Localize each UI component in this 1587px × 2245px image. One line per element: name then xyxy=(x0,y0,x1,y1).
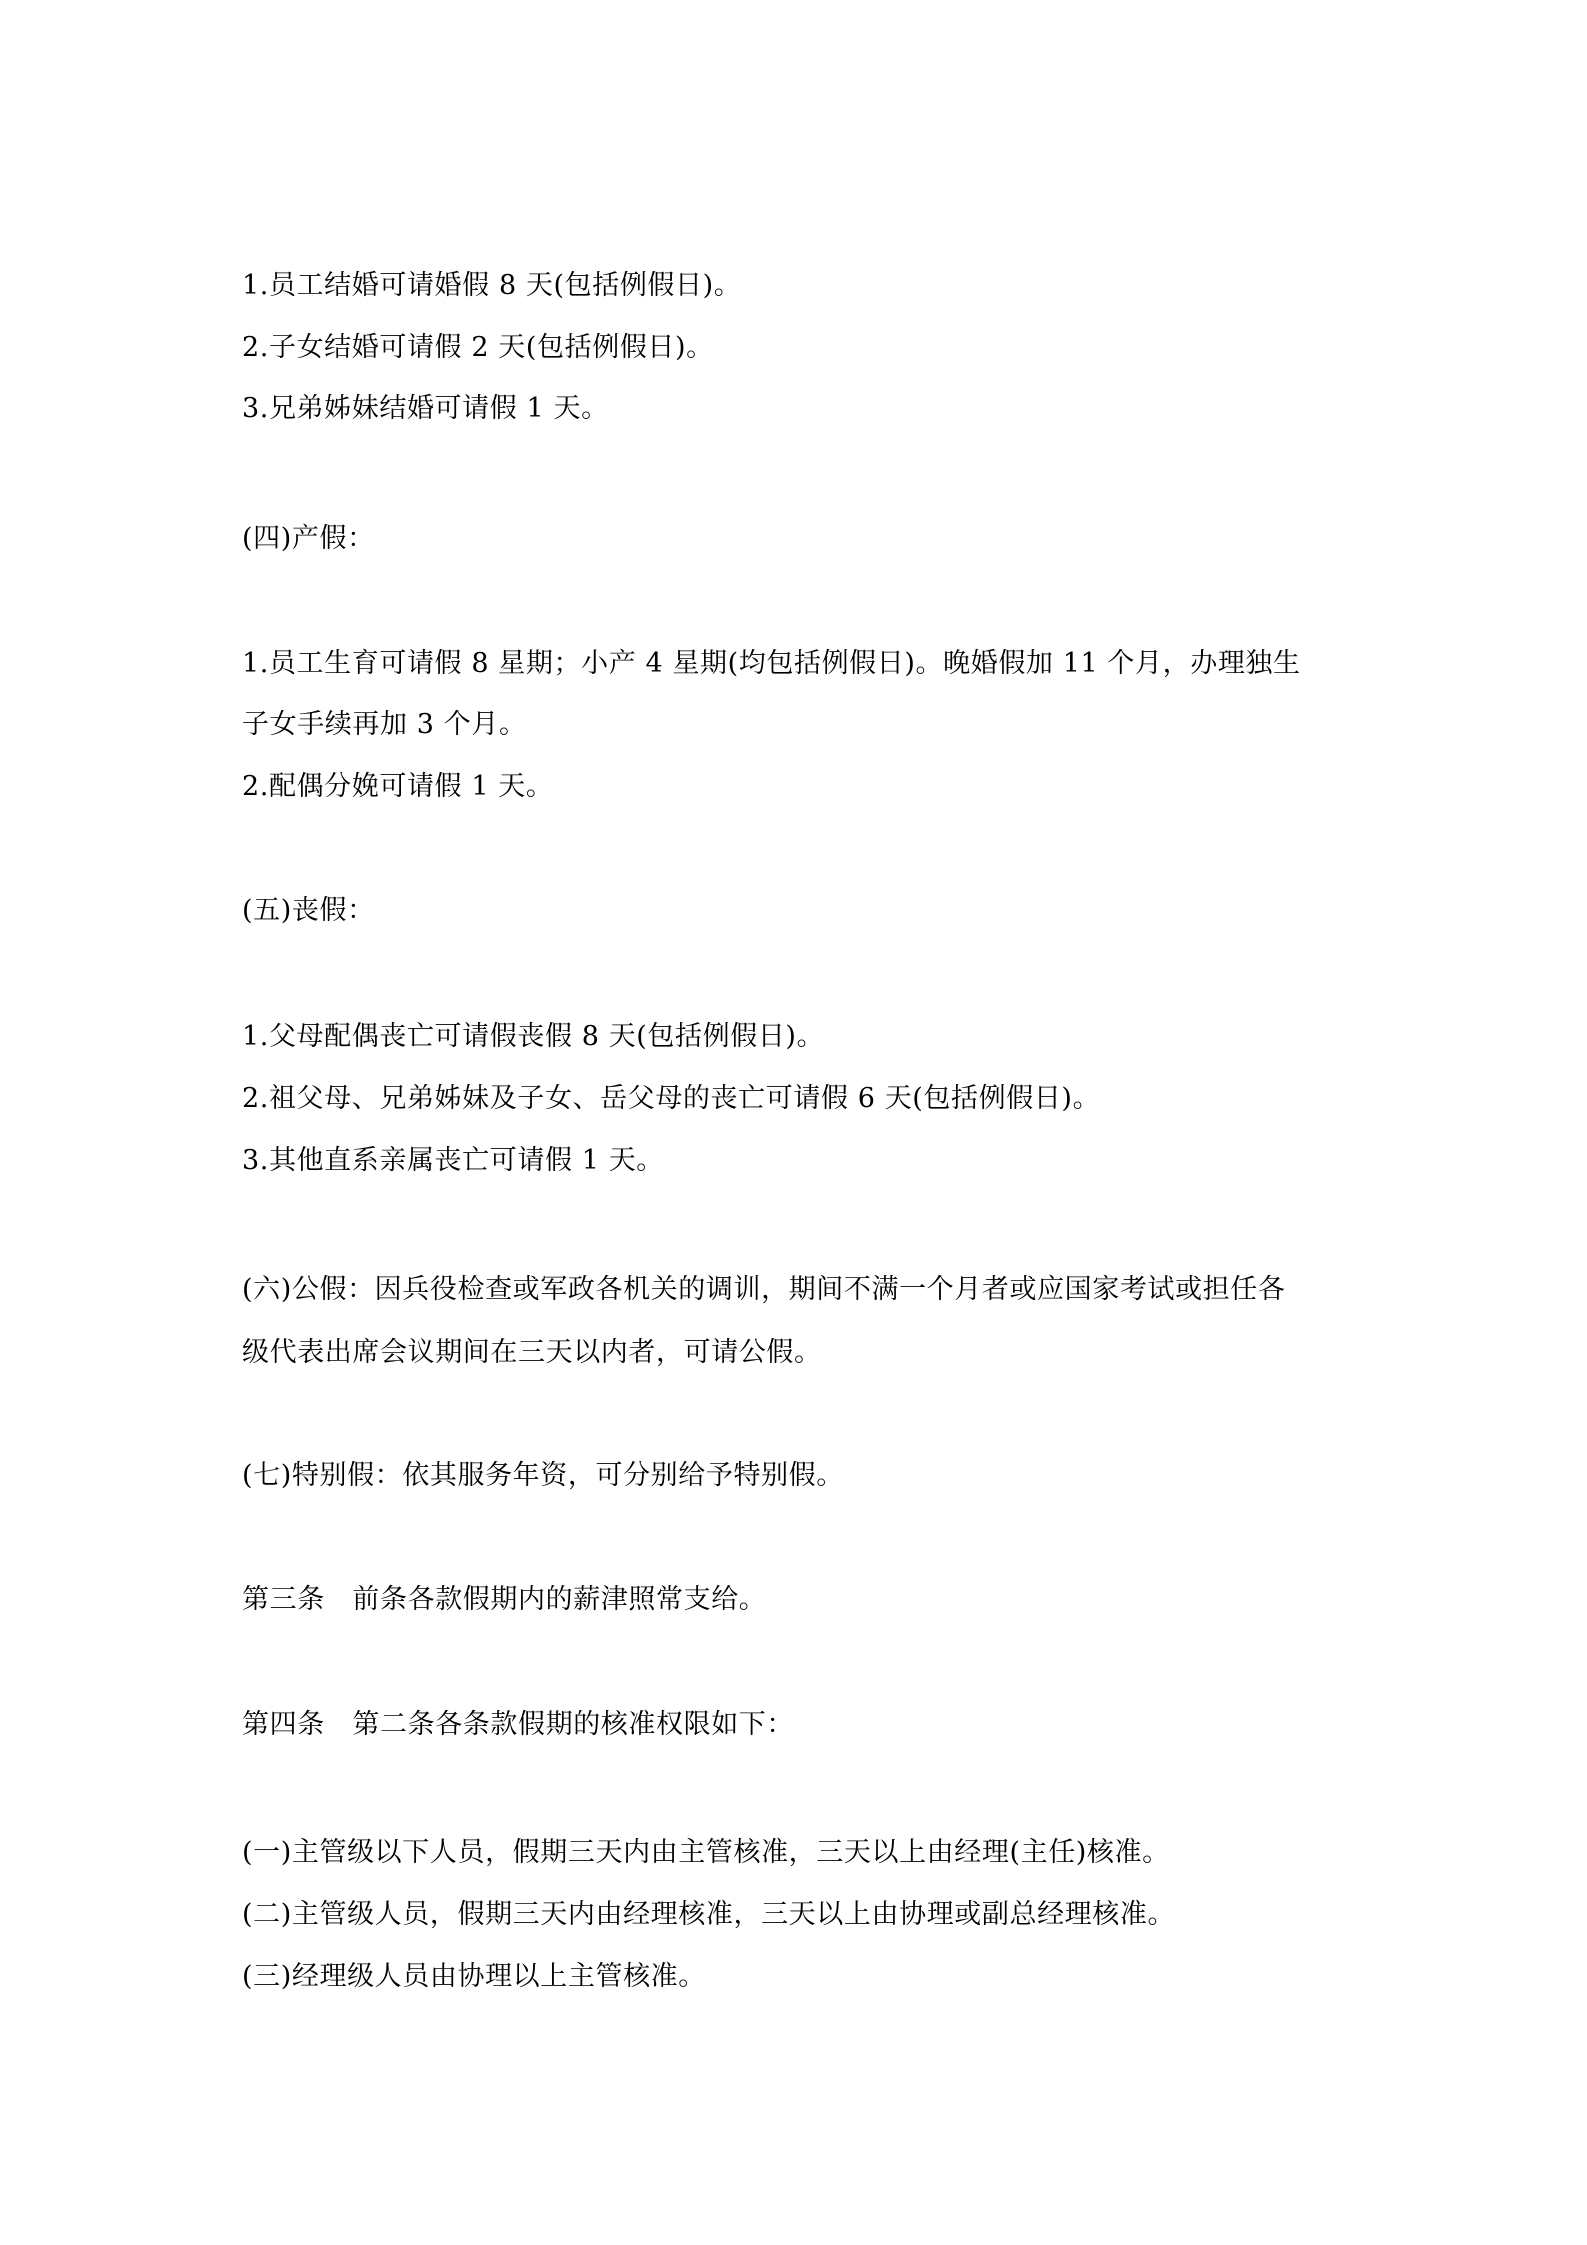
article-4: 第四条 第二条各条款假期的核准权限如下： xyxy=(242,1709,794,1740)
bereavement-leave-item-1: 1.父母配偶丧亡可请假丧假 8 天(包括例假日)。 xyxy=(242,1021,825,1052)
public-leave-paragraph: (六)公假：因兵役检查或军政各机关的调训，期间不满一个月者或应国家考试或担任各 xyxy=(242,1274,1286,1305)
approval-authority-item-1: (一)主管级以下人员，假期三天内由主管核准，三天以上由经理(主任)核准。 xyxy=(242,1837,1170,1868)
marriage-leave-children: 2.子女结婚可请假 2 天(包括例假日)。 xyxy=(242,332,714,363)
special-leave-paragraph: (七)特别假：依其服务年资，可分别给予特别假。 xyxy=(242,1460,844,1491)
maternity-leave-item-1-continued: 子女手续再加 3 个月。 xyxy=(242,709,527,740)
bereavement-leave-item-3: 3.其他直系亲属丧亡可请假 1 天。 xyxy=(242,1145,664,1176)
maternity-leave-item-1: 1.员工生育可请假 8 星期；小产 4 星期(均包括例假日)。晚婚假加 11 个月，办理独生 xyxy=(242,648,1301,679)
maternity-leave-item-2: 2.配偶分娩可请假 1 天。 xyxy=(242,771,554,802)
bereavement-leave-item-2: 2.祖父母、兄弟姊妹及子女、岳父母的丧亡可请假 6 天(包括例假日)。 xyxy=(242,1083,1101,1114)
section-heading-maternity-leave: (四)产假： xyxy=(242,523,375,554)
marriage-leave-siblings: 3.兄弟姊妹结婚可请假 1 天。 xyxy=(242,393,609,424)
approval-authority-item-2: (二)主管级人员，假期三天内由经理核准，三天以上由协理或副总经理核准。 xyxy=(242,1899,1176,1930)
approval-authority-item-3: (三)经理级人员由协理以上主管核准。 xyxy=(242,1961,706,1992)
article-3: 第三条 前条各款假期内的薪津照常支给。 xyxy=(242,1584,767,1615)
marriage-leave-employee: 1.员工结婚可请婚假 8 天(包括例假日)。 xyxy=(242,270,742,301)
public-leave-paragraph-continued: 级代表出席会议期间在三天以内者，可请公假。 xyxy=(242,1337,822,1368)
section-heading-bereavement-leave: (五)丧假： xyxy=(242,895,375,926)
